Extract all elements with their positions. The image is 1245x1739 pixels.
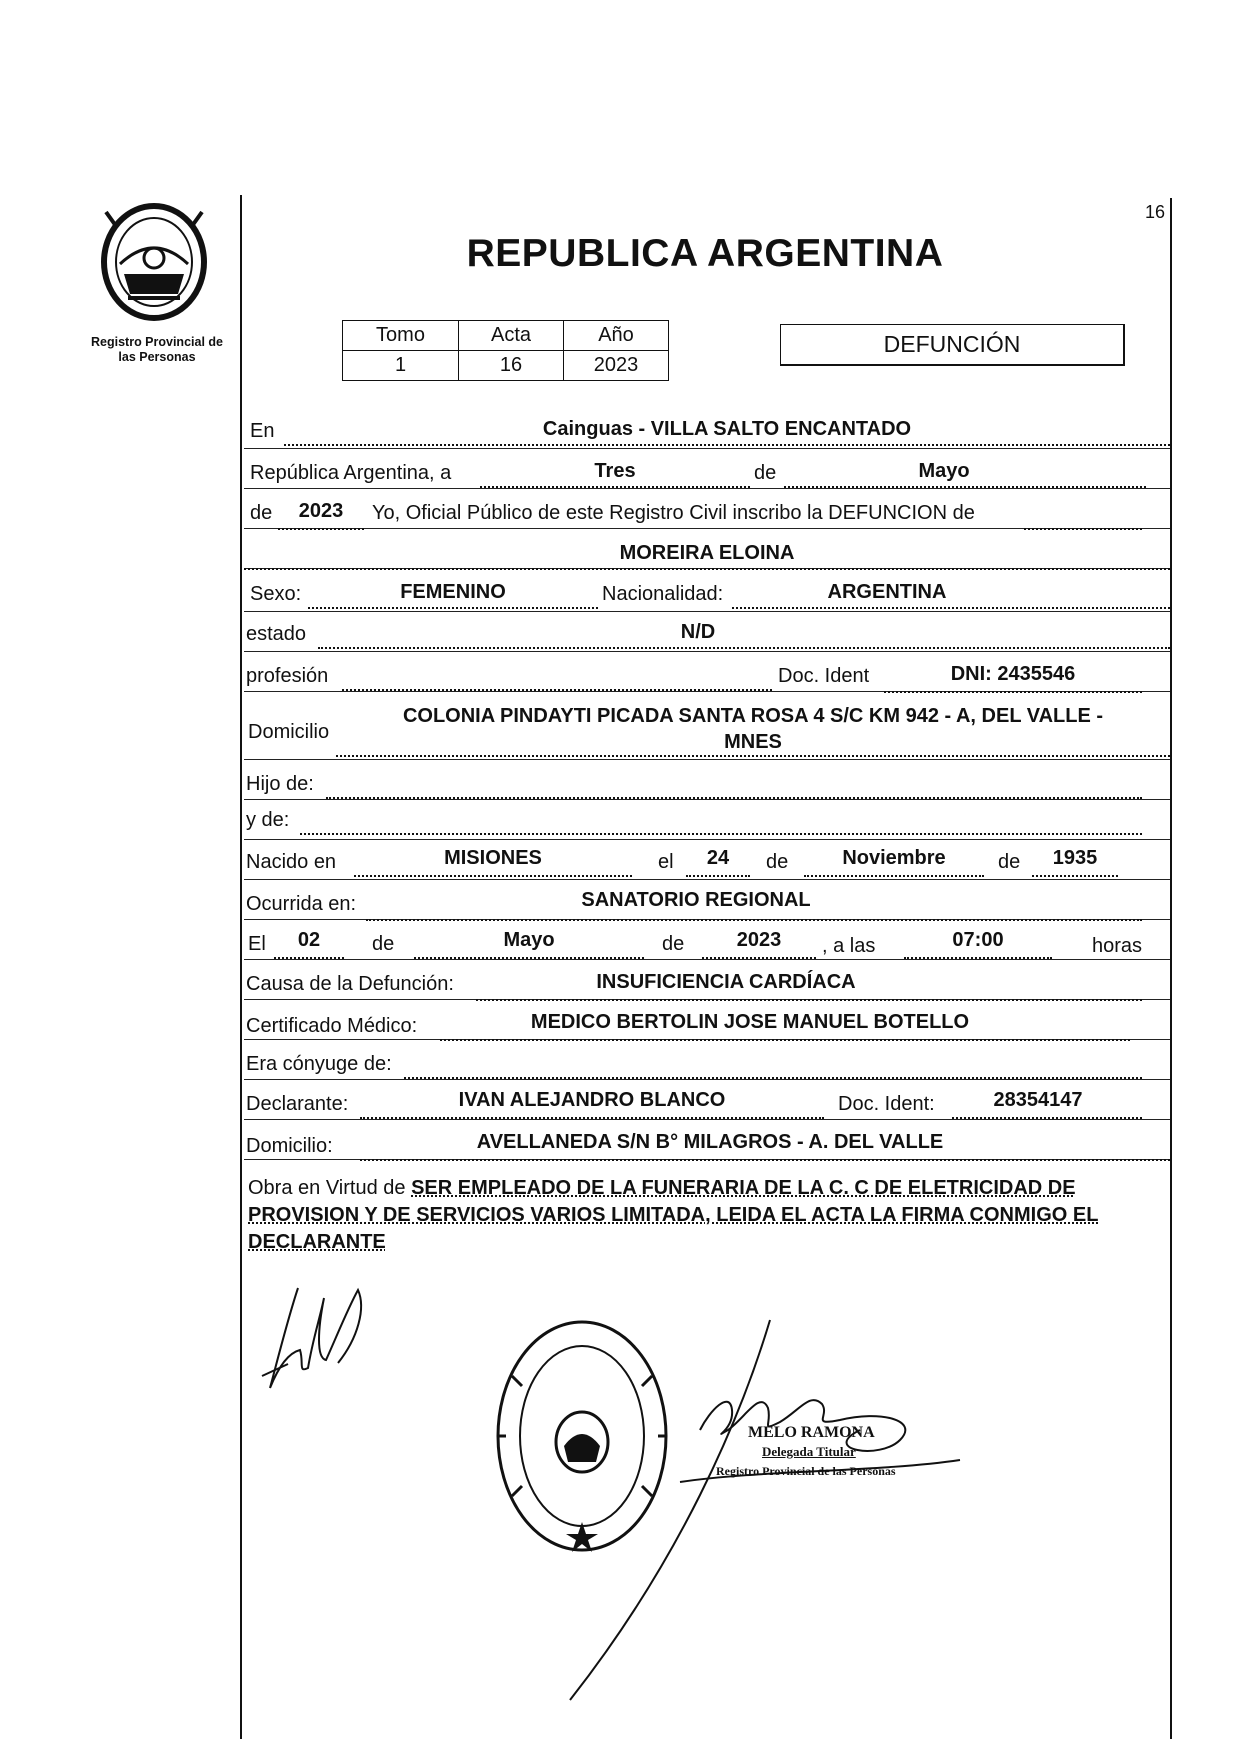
declarante-doc: 28354147 bbox=[993, 1089, 1083, 1111]
birth-year-dots bbox=[1032, 875, 1118, 877]
officer-title: Delegada Titular bbox=[762, 1444, 856, 1459]
sexo-dots bbox=[308, 607, 598, 609]
birth-year: 1935 bbox=[1052, 847, 1098, 869]
de-label-birth-year: de bbox=[998, 851, 1021, 873]
declarante-value: IVAN ALEJANDRO BLANCO bbox=[458, 1089, 726, 1111]
estado-label: estado bbox=[246, 623, 307, 645]
officer-name: MELO RAMONA bbox=[748, 1424, 875, 1441]
provincial-seal bbox=[98, 202, 210, 322]
row-sex bbox=[244, 571, 1170, 612]
el-label-lower: el bbox=[658, 851, 674, 873]
sexo-label: Sexo: bbox=[250, 583, 302, 605]
de-label-birth-month: de bbox=[766, 851, 789, 873]
row-ocurrida bbox=[244, 879, 1170, 920]
ocurrida-value: SANATORIO REGIONAL bbox=[581, 889, 811, 911]
birth-day-dots bbox=[686, 875, 750, 877]
causa-value: INSUFICIENCIA CARDÍACA bbox=[596, 971, 856, 993]
officer-org: Registro Provincial de las Personas bbox=[716, 1464, 896, 1478]
republica-label: República Argentina, a bbox=[250, 462, 452, 484]
row-conyuge bbox=[244, 1039, 1170, 1080]
deceased-name: MOREIRA ELOINA bbox=[619, 542, 795, 564]
row-domicilio bbox=[244, 691, 1170, 760]
registry-name-line2: las Personas bbox=[118, 350, 196, 364]
nacionalidad-value: ARGENTINA bbox=[827, 581, 947, 603]
registry-name bbox=[72, 335, 242, 365]
birth-month: Noviembre bbox=[842, 847, 946, 869]
nacido-value: MISIONES bbox=[444, 847, 542, 869]
a-las-label: , a las bbox=[822, 935, 876, 957]
page-number: 16 bbox=[1145, 202, 1166, 222]
birth-month-dots bbox=[804, 875, 984, 877]
row-nacido bbox=[244, 839, 1170, 880]
el-label: El bbox=[248, 933, 266, 955]
de-label-death-year: de bbox=[662, 933, 685, 955]
domicilio2-value: AVELLANEDA S/N B° MILAGROS - A. DEL VALLE bbox=[476, 1131, 944, 1153]
profesion-label: profesión bbox=[246, 665, 329, 687]
year-value: 2023 bbox=[298, 500, 344, 522]
row-certificado bbox=[244, 999, 1170, 1040]
doc-label: Doc. Ident bbox=[778, 665, 870, 687]
row-estado bbox=[244, 611, 1170, 652]
acta-header: Acta bbox=[459, 321, 564, 351]
obra-text: SER EMPLEADO DE LA FUNERARIA DE LA C. C DE ELETRICIDAD DE PROVISION Y DE SERVICIOS VARIOS LIMITADA, LEIDA EL ACTA LA FIRMA CONMIGO EL DECLARANTE bbox=[248, 1177, 1099, 1253]
certificado-label: Certificado Médico: bbox=[246, 1015, 418, 1037]
row-death-date bbox=[244, 919, 1170, 960]
en-label: En bbox=[250, 420, 275, 442]
tomo-value: 1 bbox=[343, 351, 459, 381]
officer-signature bbox=[560, 1300, 1060, 1720]
declarant-signature-icon bbox=[258, 1278, 368, 1398]
certificado-value: MEDICO BERTOLIN JOSE MANUEL BOTELLO bbox=[530, 1011, 970, 1033]
registry-name-line1: Registro Provincial de bbox=[91, 335, 223, 349]
de-year-label: de bbox=[250, 502, 273, 524]
obra-paragraph bbox=[248, 1175, 1168, 1256]
nacido-dots bbox=[354, 875, 632, 877]
domicilio-dots bbox=[336, 755, 1170, 757]
row-yde bbox=[244, 799, 1170, 840]
row-name bbox=[244, 528, 1170, 569]
officer-signature-icon bbox=[560, 1300, 1060, 1720]
ocurrida-label: Ocurrida en: bbox=[246, 893, 357, 915]
birth-day: 24 bbox=[706, 847, 730, 869]
row-causa bbox=[244, 959, 1170, 1000]
place-dots bbox=[284, 444, 1170, 446]
domicilio2-label: Domicilio: bbox=[246, 1135, 333, 1157]
nacionalidad-label: Nacionalidad: bbox=[602, 583, 724, 605]
row-hijo bbox=[244, 759, 1170, 800]
name-dots bbox=[244, 568, 1170, 570]
provincial-seal-icon bbox=[98, 202, 210, 322]
doc-value: DNI: 2435546 bbox=[950, 663, 1076, 685]
statement-text: Yo, Oficial Público de este Registro Civil inscribo la DEFUNCION de bbox=[372, 502, 975, 524]
tomo-header: Tomo bbox=[343, 321, 459, 351]
nacionalidad-dots bbox=[732, 607, 1170, 609]
death-time: 07:00 bbox=[952, 929, 1004, 951]
yde-label: y de: bbox=[246, 809, 290, 831]
right-border bbox=[1170, 198, 1172, 1739]
declarante-label: Declarante: bbox=[246, 1093, 349, 1115]
death-day: 02 bbox=[297, 929, 321, 951]
book-reference-table bbox=[342, 320, 669, 381]
month-value: Mayo bbox=[918, 460, 970, 482]
ano-value: 2023 bbox=[564, 351, 669, 381]
domicilio-label: Domicilio bbox=[248, 721, 330, 743]
row-statement bbox=[244, 488, 1170, 529]
left-border bbox=[240, 195, 242, 1739]
nacido-label: Nacido en bbox=[246, 851, 337, 873]
document-type-box: DEFUNCIÓN bbox=[780, 324, 1125, 366]
hijo-label: Hijo de: bbox=[246, 773, 314, 795]
row-date bbox=[244, 448, 1170, 489]
officer-block bbox=[716, 1424, 956, 1479]
domicilio-line2: MNES bbox=[724, 731, 782, 753]
page-title: REPUBLICA ARGENTINA bbox=[466, 232, 944, 275]
horas-label: horas bbox=[1092, 935, 1143, 957]
causa-label: Causa de la Defunción: bbox=[246, 973, 454, 995]
death-year: 2023 bbox=[736, 929, 782, 951]
sexo-value: FEMENINO bbox=[400, 581, 506, 603]
death-month: Mayo bbox=[503, 929, 555, 951]
place-value: Cainguas - VILLA SALTO ENCANTADO bbox=[542, 418, 912, 440]
yde-dots bbox=[300, 833, 1142, 835]
de-label-death-month: de bbox=[372, 933, 395, 955]
row-place bbox=[244, 408, 1170, 449]
row-domicilio2 bbox=[244, 1119, 1170, 1160]
conyuge-label: Era cónyuge de: bbox=[246, 1053, 392, 1075]
day-value: Tres bbox=[594, 460, 636, 482]
row-profesion bbox=[244, 651, 1170, 692]
acta-value: 16 bbox=[459, 351, 564, 381]
ano-header: Año bbox=[564, 321, 669, 351]
domicilio2-dots bbox=[360, 1159, 1170, 1161]
estado-value: N/D bbox=[680, 621, 716, 643]
doc-ident-label: Doc. Ident: bbox=[838, 1093, 935, 1115]
declarant-signature bbox=[258, 1278, 368, 1398]
estado-dots bbox=[318, 647, 1170, 649]
de-label: de bbox=[754, 462, 777, 484]
obra-label: Obra en Virtud de bbox=[248, 1177, 406, 1199]
row-declarante bbox=[244, 1079, 1170, 1120]
domicilio-line1: COLONIA PINDAYTI PICADA SANTA ROSA 4 S/C KM 942 - A, DEL VALLE - bbox=[402, 705, 1104, 727]
